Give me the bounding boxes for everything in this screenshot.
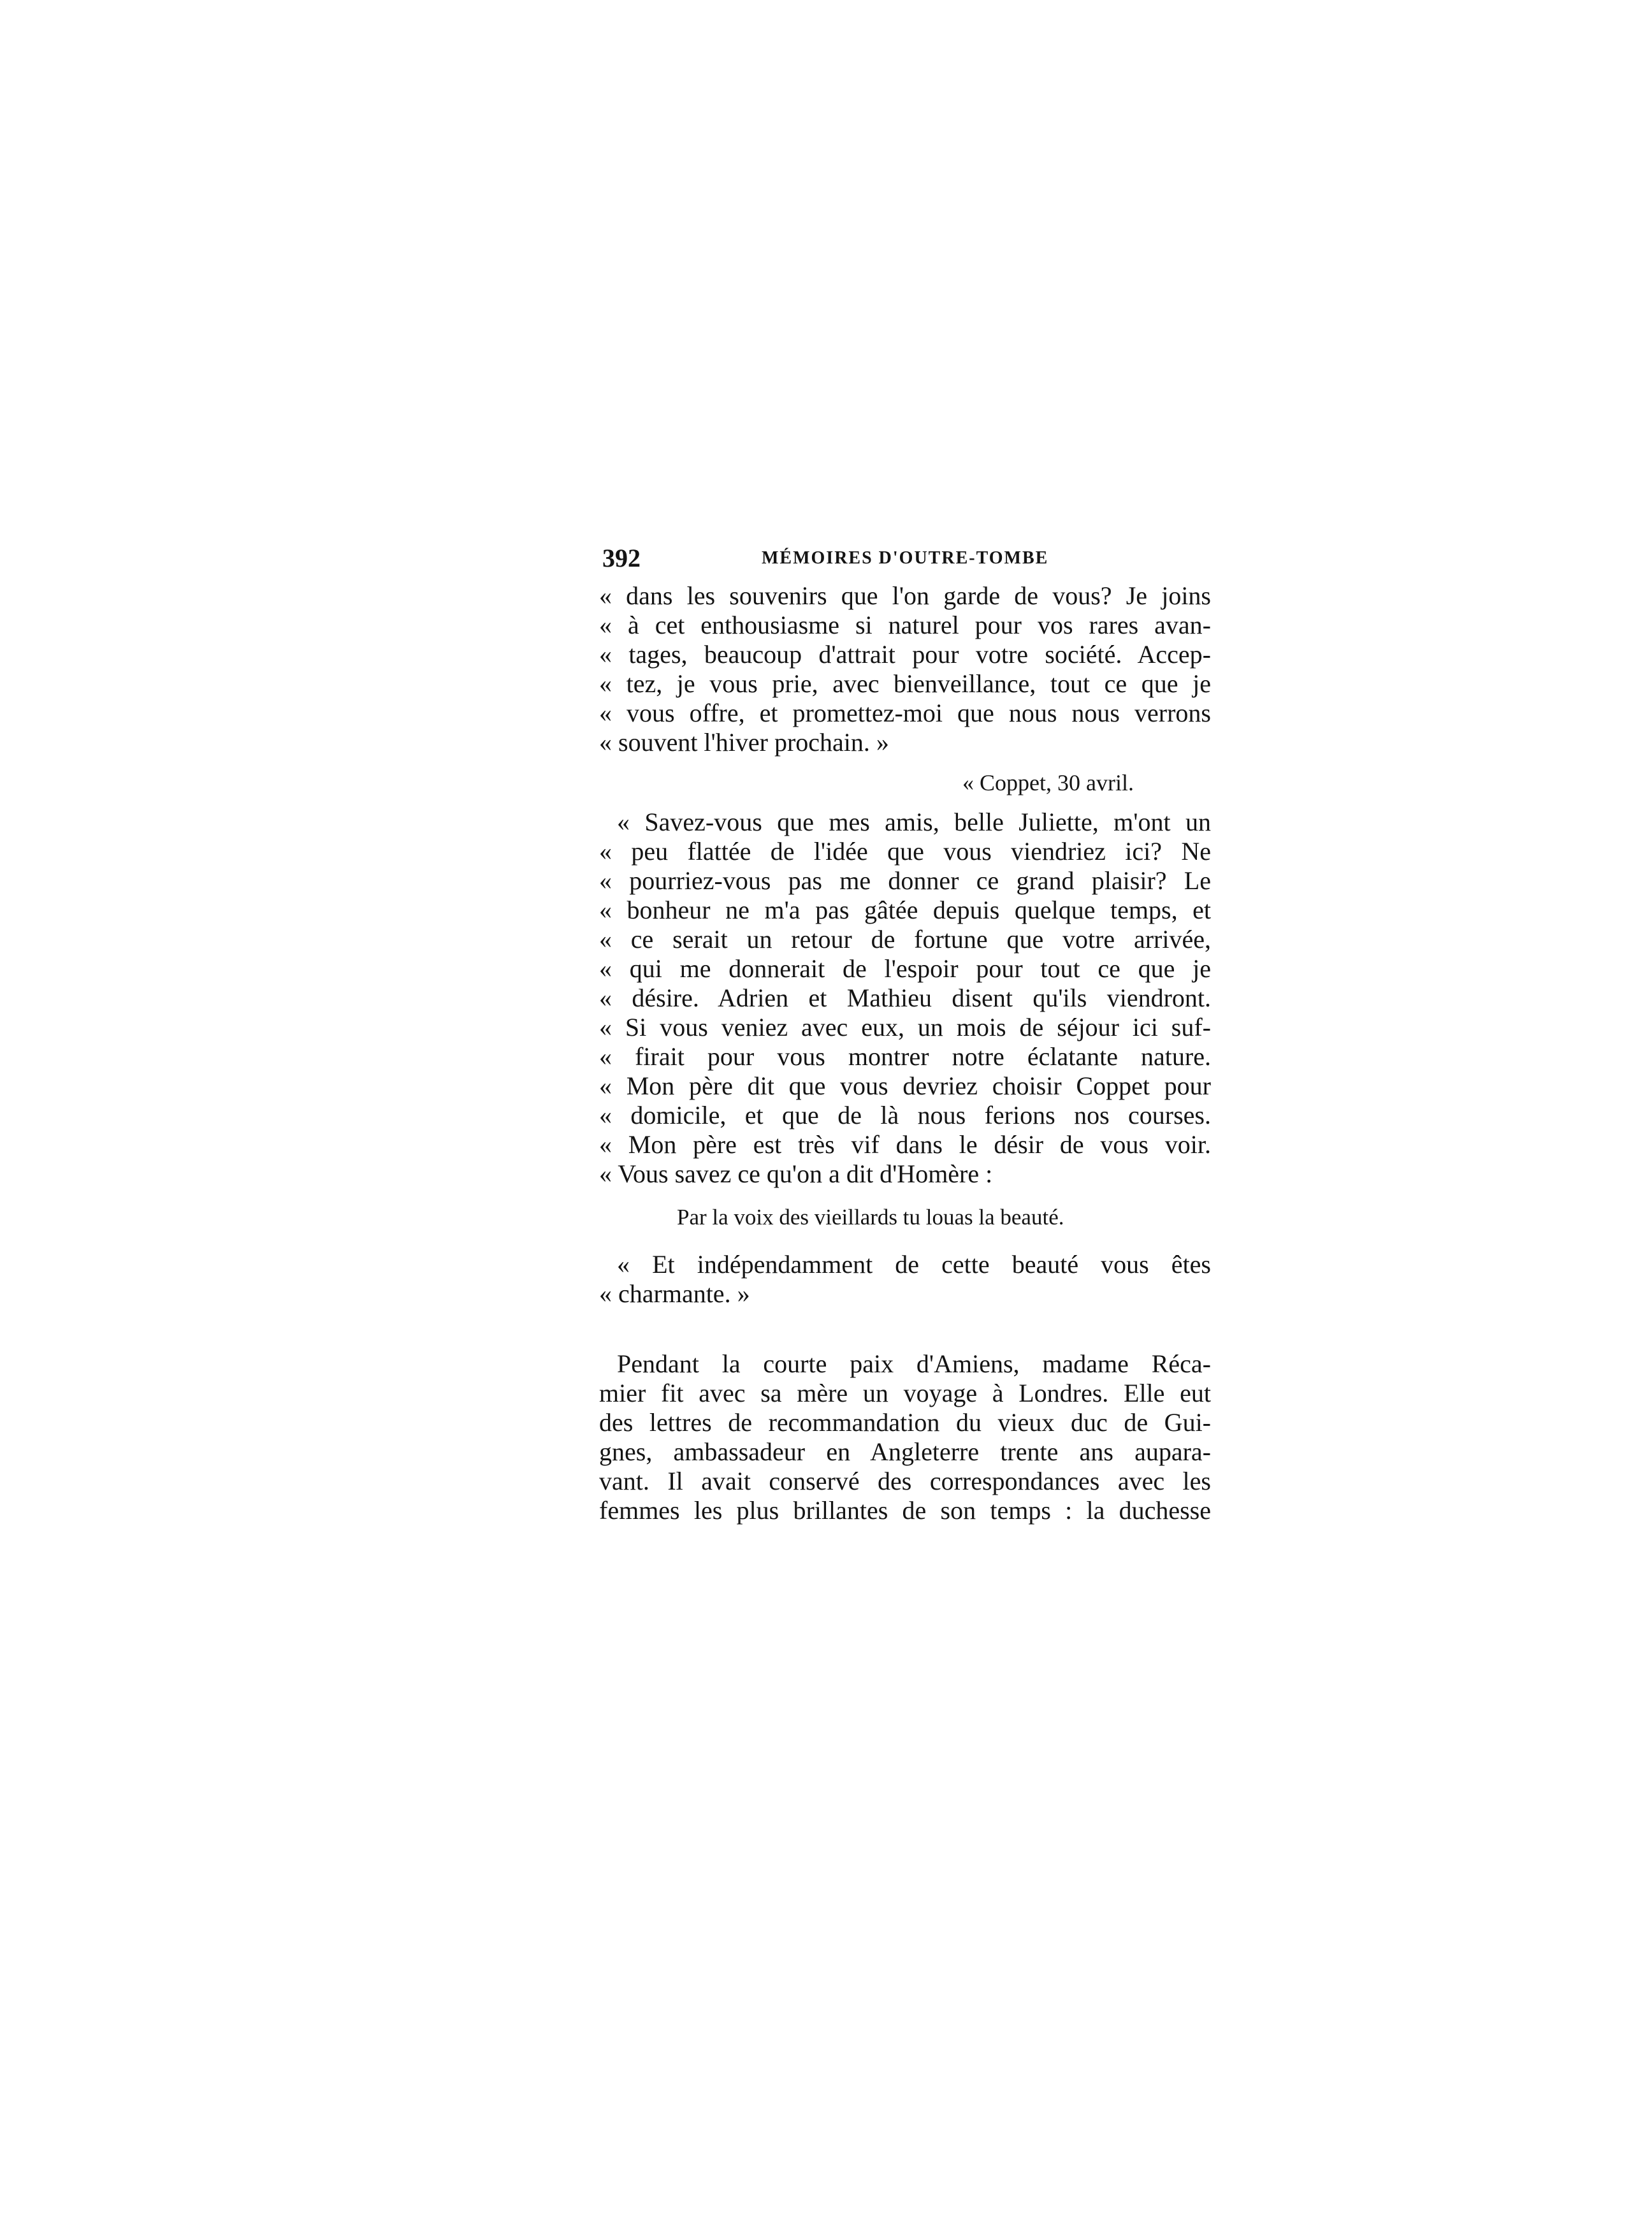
text-line: « domicile, et que de là nous ferions nos courses. [599,1101,1211,1129]
text-line: des lettres de recommandation du vieux duc de Gui- [599,1408,1211,1437]
letter-dateline: « Coppet, 30 avril. [962,770,1134,795]
text-line: « Mon père dit que vous devriez choisir Coppet pour [599,1071,1211,1100]
text-line: « pourriez-vous pas me donner ce grand plaisir? Le [599,866,1211,895]
text-line: « Savez-vous que mes amis, belle Juliette, m'ont un [617,808,1211,836]
running-title: MÉMOIRES D'OUTRE-TOMBE [762,548,1049,568]
text-line: femmes les plus brillantes de son temps : la duchesse [599,1496,1211,1525]
text-line: mier fit avec sa mère un voyage à Londres. Elle eut [599,1379,1211,1407]
text-line: « peu flattée de l'idée que vous viendriez ici? Ne [599,837,1211,866]
letter-two-closing [599,1250,1211,1309]
text-line: « qui me donnerait de l'espoir pour tout ce que je [599,954,1211,983]
text-line: « ce serait un retour de fortune que votre arrivée, [599,925,1211,954]
text-line: « Vous savez ce qu'on a dit d'Homère : [599,1159,993,1188]
text-line: « Et indépendamment de cette beauté vous êtes [617,1250,1211,1279]
text-line: Pendant la courte paix d'Amiens, madame Réca- [617,1349,1211,1378]
text-line: « souvent l'hiver prochain. » [599,728,889,757]
page-header [602,539,1214,577]
letter-one-continuation [599,581,1211,757]
text-line: « charmante. » [599,1279,750,1308]
text-line: « vous offre, et promettez-moi que nous nous verrons [599,699,1211,727]
text-line: « firait pour vous montrer notre éclatante nature. [599,1042,1211,1071]
letter-two-body [599,808,1211,1189]
text-line: « tez, je vous prie, avec bienveillance, tout ce que je [599,669,1211,698]
text-line: vant. Il avait conservé des correspondances avec les [599,1467,1211,1495]
page-number: 392 [602,544,641,572]
narrative-paragraph [599,1349,1211,1525]
text-line: gnes, ambassadeur en Angleterre trente ans aupara- [599,1437,1211,1466]
text-line: « désire. Adrien et Mathieu disent qu'ils viendront. [599,984,1211,1012]
text-line: « à cet enthousiasme si naturel pour vos rares avan- [599,611,1211,639]
text-line: « dans les souvenirs que l'on garde de vous? Je joins [599,581,1211,610]
text-line: « bonheur ne m'a pas gâtée depuis quelque temps, et [599,896,1211,924]
text-line: « Mon père est très vif dans le désir de vous voir. [599,1130,1211,1159]
text-line: « Si vous veniez avec eux, un mois de séjour ici suf- [599,1013,1211,1042]
text-line: « tages, beaucoup d'attrait pour votre société. Accep- [599,640,1211,669]
quoted-verse: Par la voix des vieillards tu louas la beauté. [677,1205,1064,1230]
